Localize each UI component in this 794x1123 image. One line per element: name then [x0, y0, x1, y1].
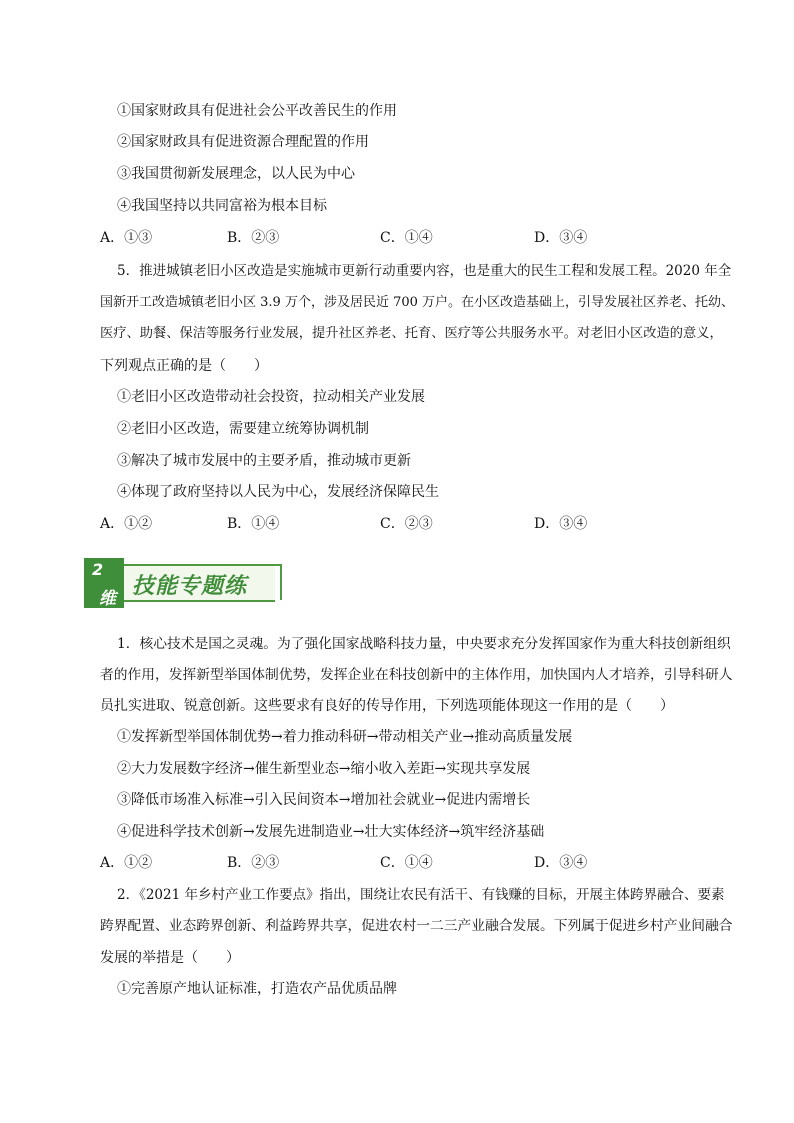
s1-option-b: B．②③	[227, 855, 280, 871]
s1-item-3: ③降低市场准入标准→引入民间资本→增加社会就业→促进内需增长	[117, 792, 531, 808]
q5-item-1: ①老旧小区改造带动社会投资，拉动相关产业发展	[117, 389, 425, 405]
q4-item-3: ③我国贯彻新发展理念，以人民为中心	[117, 166, 355, 182]
s2-stem-line-1: 2．《2021 年乡村产业工作要点》指出，围绕让农民有活干、有钱赚的目标，开展主体跨界融合、要素	[117, 887, 725, 903]
q5-stem-line-3: 医疗、助餐、保洁等服务行业发展，提升社区养老、托育、医疗等公共服务水平。对老旧小区改造的意义，	[100, 326, 723, 341]
s1-item-4: ④促进科学技术创新→发展先进制造业→壮大实体经济→筑牢经济基础	[117, 824, 545, 840]
q4-item-1: ①国家财政具有促进社会公平改善民生的作用	[117, 103, 397, 119]
q5-item-2: ②老旧小区改造，需要建立统筹协调机制	[117, 421, 369, 437]
q4-options	[100, 228, 700, 248]
q5-stem-line-2: 国新开工改造城镇老旧小区 3.9 万个，涉及居民近 700 万户。在小区改造基础上，引导发展社区养老、托幼、	[100, 295, 735, 310]
q5-option-c: C．②③	[380, 516, 433, 532]
q4-option-c: C．①④	[380, 230, 433, 246]
s1-stem-line-3: 员扎实进取、锐意创新。这些要求有良好的传导作用，下列选项能体现这一作用的是（ ）	[100, 698, 674, 714]
q5-stem-line-1: 5．推进城镇老旧小区改造是实施城市更新行动重要内容，也是重大的民生工程和发展工程。2020 年全	[117, 263, 732, 279]
s1-option-c: C．①④	[380, 855, 433, 871]
section-banner-tail	[274, 564, 282, 600]
q5-item-3: ③解决了城市发展中的主要矛盾，推动城市更新	[117, 453, 411, 469]
section-title-box	[122, 564, 275, 602]
q4-option-d: D．③④	[534, 230, 588, 246]
s2-stem-line-2: 跨界配置、业态跨界创新、利益跨界共享，促进农村一二三产业融合发展。下列属于促进乡村产业间融合	[100, 918, 733, 934]
q4-option-a: A．①③	[100, 230, 153, 246]
s1-options	[100, 853, 700, 873]
q5-item-4: ④体现了政府坚持以人民为中心，发展经济保障民生	[117, 484, 439, 500]
s1-item-1: ①发挥新型举国体制优势→着力推动科研→带动相关产业→推动高质量发展	[117, 729, 573, 745]
s1-option-d: D．③④	[534, 855, 588, 871]
q5-option-a: A．①②	[100, 516, 153, 532]
s1-stem-line-2: 者的作用，发挥新型举国体制优势，发挥企业在科技创新中的主体作用，加快国内人才培养，引导科研人	[100, 667, 733, 683]
section-banner	[84, 550, 280, 610]
s2-stem-line-3: 发展的举措是（ ）	[100, 950, 240, 966]
s1-option-a: A．①②	[100, 855, 153, 871]
s1-stem-line-1: 1．核心技术是国之灵魂。为了强化国家战略科技力量，中央要求充分发挥国家作为重大科技创新组织	[117, 636, 731, 652]
q4-item-2: ②国家财政具有促进资源合理配置的作用	[117, 134, 369, 150]
s1-item-2: ②大力发展数字经济→催生新型业态→缩小收入差距→实现共享发展	[117, 761, 531, 777]
q5-option-b: B．①④	[227, 516, 280, 532]
q4-option-b: B．②③	[227, 230, 280, 246]
q5-stem-line-4: 下列观点正确的是（ ）	[100, 358, 268, 374]
section-badge-dim: 维	[99, 589, 116, 609]
q4-item-4: ④我国坚持以共同富裕为根本目标	[117, 198, 327, 214]
q5-options	[100, 514, 700, 534]
s2-item-1: ①完善原产地认证标准，打造农产品优质品牌	[117, 981, 397, 997]
section-badge-number: 2	[92, 560, 104, 579]
q5-option-d: D．③④	[534, 516, 588, 532]
section-title: 技能专题练	[132, 574, 248, 599]
section-badge	[84, 558, 124, 608]
